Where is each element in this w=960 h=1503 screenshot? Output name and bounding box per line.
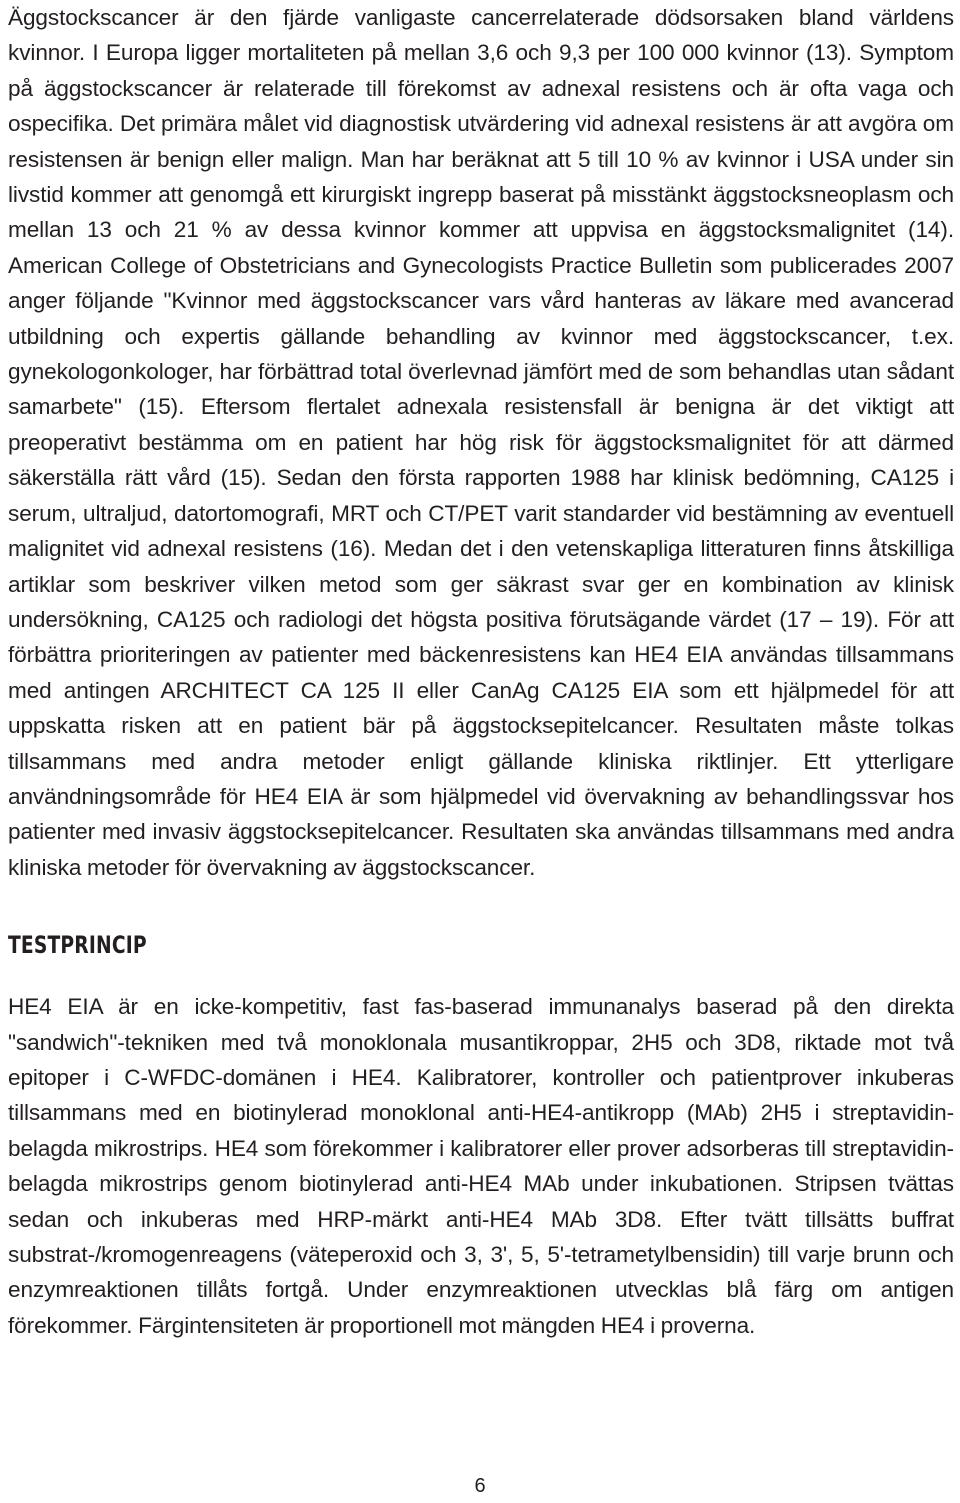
principle-paragraph: HE4 EIA är en icke-kompetitiv, fast fas-baserad immunanalys baserad på den direkta "sandwich"-tekniken med två monoklonala musantikroppar, 2H5 och 3D8, riktade mot två epitoper i C-WFDC-domänen i HE4. Kalibratorer, kontroller och patientprover inkuberas tillsammans med en biotinylerad monoklonal anti-HE4-antikropp (MAb) 2H5 i streptavidin-belagda mikrostrips. HE4 som förekommer i kalibratorer eller prover adsorberas till streptavidin-belagda mikrostrips genom biotinylerad anti-HE4 MAb under inkubationen. Stripsen tvättas sedan och inkuberas med HRP-märkt anti-HE4 MAb 3D8. Efter tvätt tillsätts buffrat substrat-/kromogenreagens (väteperoxid och 3, 3', 5, 5'-tetrametylbensidin) till varje brunn och enzymreaktionen tillåts fortgå. Under enzymreaktionen utvecklas blå färg om antigen förekommer. Färgintensiteten är proportionell mot mängden HE4 i proverna. — [8, 994, 954, 1338]
section-heading-testprincip: TESTPRINCIP — [8, 931, 147, 960]
document-page — [8, 0, 954, 1343]
page-number: 6 — [474, 1475, 486, 1497]
intro-paragraph: Äggstockscancer är den fjärde vanligaste cancerrelaterade dödsorsaken bland världens kvinnor. I Europa ligger mortaliteten på mellan 3,6 och 9,3 per 100 000 kvinnor (13). Symptom på äggstockscancer är relaterade till förekomst av adnexal resistens och är ofta vaga och ospecifika. Det primära målet vid diagnostisk utvärdering vid adnexal resistens är att avgöra om resistensen är benign eller malign. Man har beräknat att 5 till 10 % av kvinnor i USA under sin livstid kommer att genomgå ett kirurgiskt ingrepp baserat på misstänkt äggstocksneoplasm och mellan 13 och 21 % av dessa kvinnor kommer att uppvisa en äggstocksmalignitet (14). American College of Obstetricians and Gynecologists Practice Bulletin som publicerades 2007 anger följande "Kvinnor med äggstockscancer vars vård hanteras av läkare med avancerad utbildning och expertis gällande behandling av kvinnor med äggstockscancer, t.ex. gynekologonkologer, har förbättrad total överlevnad jämfört med de som behandlas utan sådant samarbete" (15). Eftersom flertalet adnexala resistensfall är benigna är det viktigt att preoperativt bestämma om en patient har hög risk för äggstocksmalignitet för att därmed säkerställa rätt vård (15). Sedan den första rapporten 1988 har klinisk bedömning, CA125 i serum, ultraljud, datortomografi, MRT och CT/PET varit standarder vid bestämning av eventuell malignitet vid adnexal resistens (16). Medan det i den vetenskapliga litteraturen finns åtskilliga artiklar som beskriver vilken metod som ger säkrast svar ger en kombination av klinisk undersökning, CA125 och radiologi det högsta positiva förutsägande värdet (17 – 19). För att förbättra prioriteringen av patienter med bäckenresistens kan HE4 EIA användas tillsammans med antingen ARCHITECT CA 125 II eller CanAg CA125 EIA som ett hjälpmedel för att uppskatta risken att en patient bär på äggstocksepitelcancer. Resultaten måste tolkas tillsammans med andra metoder enligt gällande kliniska riktlinjer. Ett ytterligare användningsområde för HE4 EIA är som hjälpmedel vid övervakning av behandlingssvar hos patienter med invasiv äggstocksepitelcancer. Resultaten ska användas tillsammans med andra kliniska metoder för övervakning av äggstockscancer. — [8, 5, 954, 880]
